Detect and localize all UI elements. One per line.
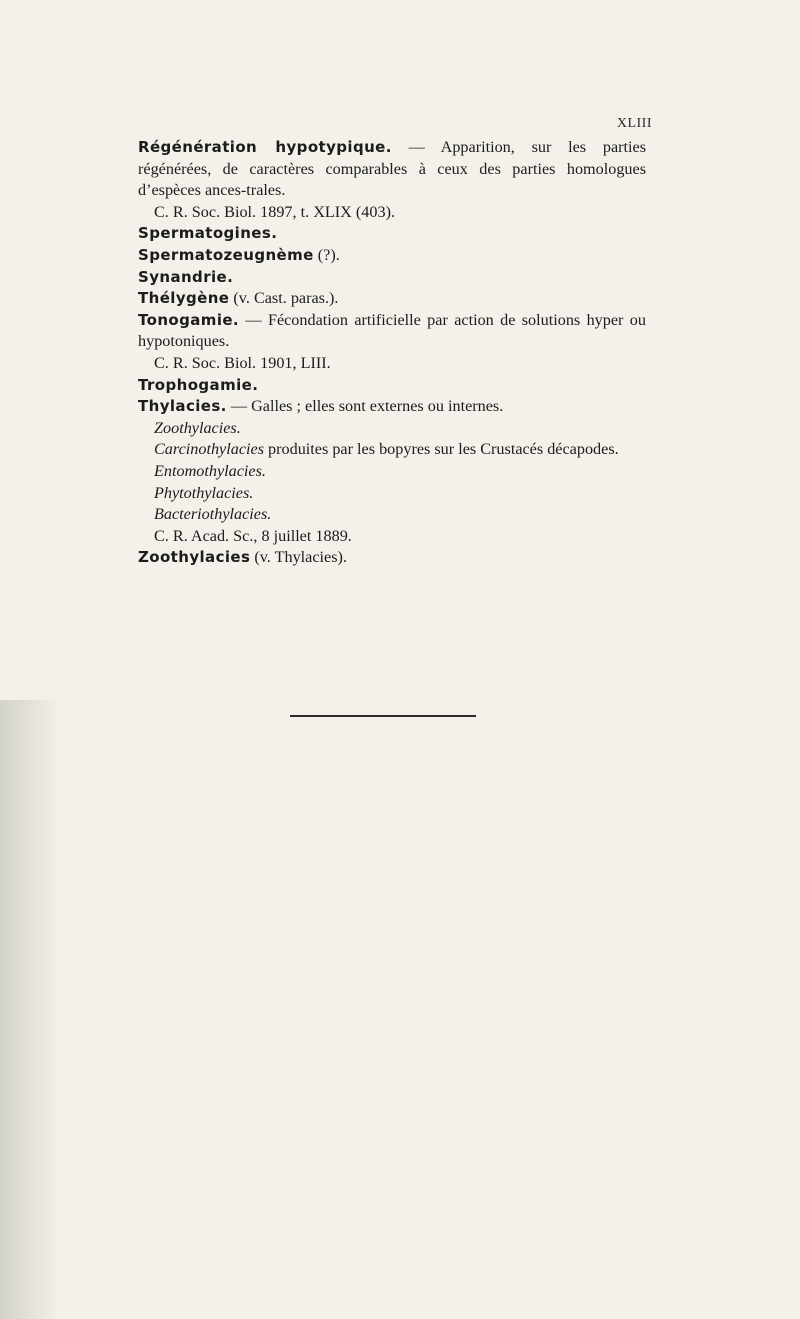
entry-regeneration xyxy=(138,137,646,223)
entry-definition: (v. Cast. paras.). xyxy=(229,289,339,308)
entry-definition: (?). xyxy=(313,245,340,264)
entry-head: Trophogamie. xyxy=(138,375,259,394)
subentry-phytothylacies: Phytothylacies. xyxy=(154,483,254,502)
entry-spermatozeugneme xyxy=(138,245,646,267)
subentry-zoothylacies: Zoothylacies. xyxy=(154,418,241,437)
entry-reference: C. R. Soc. Biol. 1897, t. XLIX (403). xyxy=(154,202,396,221)
entry-head: Thélygène xyxy=(138,289,230,308)
subentry-entomothylacies: Entomothylacies. xyxy=(154,461,266,480)
entry-trophogamie xyxy=(138,375,646,397)
entry-tonogamie xyxy=(138,310,646,375)
subentry-term: Carcinothylacies xyxy=(154,440,264,459)
glossary-text xyxy=(138,137,646,569)
entry-head: Spermatozeugnème xyxy=(138,245,314,264)
entry-head: Spermatogines. xyxy=(138,224,278,243)
entry-head: Thylacies. xyxy=(138,397,227,416)
entry-definition: (v. Thylacies). xyxy=(250,548,347,567)
entry-reference: C. R. Soc. Biol. 1901, LIII. xyxy=(154,353,331,372)
entry-thelygene xyxy=(138,288,646,310)
entry-reference: C. R. Acad. Sc., 8 juillet 1889. xyxy=(154,526,352,545)
subentry-definition: produites par les bopyres sur les Crustacés décapodes. xyxy=(264,440,619,459)
page-edge-shadow xyxy=(0,700,60,1319)
entry-head: Synandrie. xyxy=(138,267,234,286)
entry-head: Tonogamie. xyxy=(138,310,240,329)
entry-synandrie xyxy=(138,267,646,289)
entry-head: Zoothylacies xyxy=(138,548,251,567)
subentry-bacteriothylacies: Bacteriothylacies. xyxy=(154,505,272,524)
entry-definition: — Fécondation artificielle par action de solutions hyper ou hypotoniques. xyxy=(138,310,646,351)
end-rule xyxy=(290,715,476,717)
entry-zoothylacies xyxy=(138,547,646,569)
subentry-carcinothylacies xyxy=(138,439,646,461)
entry-definition: — Galles ; elles sont externes ou internes. xyxy=(226,397,504,416)
entry-thylacies xyxy=(138,396,646,547)
entry-spermatogines xyxy=(138,223,646,245)
entry-head: Régénération hypotypique. xyxy=(138,138,392,156)
page-number: XLIII xyxy=(616,116,652,131)
entry-definition: — Apparition, sur les parties régénérées, de caractères comparables à ceux des parties homologues d’espèces ances-trales. xyxy=(138,138,646,200)
